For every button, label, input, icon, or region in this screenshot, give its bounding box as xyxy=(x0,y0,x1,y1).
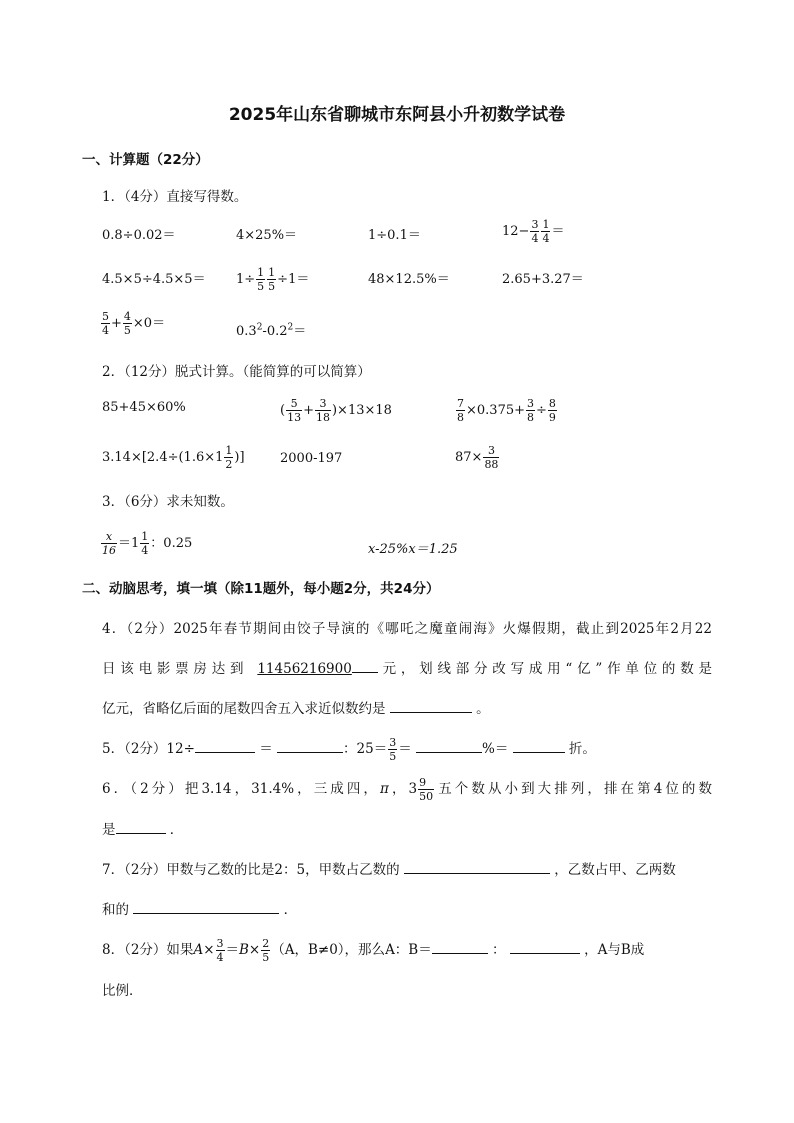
answer-blank[interactable] xyxy=(390,698,472,713)
answer-blank[interactable] xyxy=(195,738,255,753)
q4-line-3: 亿元，省略亿后面的尾数四舍五入求近似数约是 。 xyxy=(102,697,712,717)
q5-line: 5．（2分）12÷ ＝ ：25＝ $\frac{3}{5}$ ＝ %＝ 折。 xyxy=(102,736,596,763)
fraction: $\frac{4}{5}$ xyxy=(123,310,131,337)
fraction: $\frac{9}{50}$ xyxy=(419,776,434,803)
underlined-number: 11456216900 xyxy=(257,661,352,677)
page-title: 2025年山东省聊城市东阿县小升初数学试卷 xyxy=(228,105,566,125)
section-heading-1: 一、计算题（22分） xyxy=(82,152,209,168)
fraction: $\frac{1}{4}$ xyxy=(542,218,550,245)
q6-line-2: 是 ． xyxy=(102,818,712,838)
fraction: $\frac{1}{2}$ xyxy=(225,444,233,471)
q2-expr-3: $\frac{7}{8}$ ×0.375+ $\frac{3}{8}$ ÷ $\frac{8}{9}$ xyxy=(457,397,556,424)
fraction: $\frac{3}{18}$ xyxy=(315,397,330,424)
q3-equation-1: $\frac{x}{16}$ ＝1 $\frac{1}{4}$ ：0.25 xyxy=(102,530,193,557)
fraction: $\frac{8}{9}$ xyxy=(548,397,556,424)
q4-line-2: 日该电影票房达到 11456216900 元，划线部分改写成用“亿”作单位的数是 xyxy=(102,661,712,677)
q1-item-3: 1÷0.1＝ xyxy=(368,228,421,243)
q1-item-9: $\frac{5}{4}$ + $\frac{4}{5}$ ×0＝ xyxy=(102,310,166,337)
q7-line-1: 7．（2分）甲数与乙数的比是2：5，甲数占乙数的 ，乙数占甲、乙两数 xyxy=(102,858,712,878)
q1-item-4-lead: 12− xyxy=(502,224,530,239)
q8-line-2: 比例． xyxy=(102,983,143,999)
q1-item-7: 48×12.5%＝ xyxy=(368,272,450,287)
answer-blank[interactable] xyxy=(513,738,565,753)
q2-expr-5: 2000-197 xyxy=(280,451,343,466)
q4-line-1: 4．（2分）2025年春节期间由饺子导演的《哪吒之魔童闹海》火爆假期，截止到2025年2月22 xyxy=(102,621,712,637)
q1-item-10: $0.3^2-0.2^2=$ xyxy=(236,322,307,339)
q1-item-4: 12− $\frac{3}{4}$ $\frac{1}{4}$ ＝ xyxy=(502,218,565,245)
q1-item-2: 4×25%＝ xyxy=(236,228,298,243)
q3-equation-2: x-25%x＝1.25 xyxy=(368,542,458,557)
q1-item-6: 1÷ $\frac{1}{5}$ $\frac{1}{5}$ ÷1＝ xyxy=(236,266,310,293)
q8-line-1: 8．（2分）如果A× $\frac{3}{4}$ ＝B× $\frac{2}{5}$ （A，B≠0），那么A：B＝ ： ，A与B成 xyxy=(102,937,645,964)
fraction: $\frac{2}{5}$ xyxy=(262,937,270,964)
fraction: $\frac{3}{4}$ xyxy=(216,937,224,964)
q7-line-2: 和的 ． xyxy=(102,898,712,918)
answer-blank[interactable] xyxy=(432,939,488,954)
fraction: $\frac{1}{5}$ xyxy=(268,266,276,293)
fraction: $\frac{3}{4}$ xyxy=(531,218,539,245)
fraction: $\frac{3}{5}$ xyxy=(389,736,397,763)
answer-blank[interactable] xyxy=(133,899,279,914)
question-3-heading: 3．（6分）求未知数。 xyxy=(102,494,234,510)
fraction: $\frac{7}{8}$ xyxy=(457,397,464,424)
fraction: $\frac{3}{88}$ xyxy=(484,444,499,471)
answer-blank[interactable] xyxy=(116,819,166,834)
section-heading-2: 二、动脑思考，填一填（除11题外，每小题2分，共24分） xyxy=(82,581,440,597)
fraction: $\frac{5}{13}$ xyxy=(287,397,302,424)
fraction: $\frac{1}{5}$ xyxy=(257,266,265,293)
q1-item-8: 2.65+3.27＝ xyxy=(502,272,584,287)
answer-blank[interactable] xyxy=(404,859,550,874)
answer-blank[interactable] xyxy=(510,939,580,954)
q2-expr-4: 3.14×[2.4÷(1.6×1 $\frac{1}{2}$ )] xyxy=(102,444,245,471)
q6-line-1: 6．（2分）把3.14，31.4%，三成四，π，3 $\frac{9}{50}$ 五个数从小到大排列，排在第4位的数 xyxy=(102,776,713,803)
fraction: $\frac{5}{4}$ xyxy=(102,310,109,337)
q2-expr-1: 85+45×60% xyxy=(102,400,186,415)
fraction: $\frac{3}{8}$ xyxy=(527,397,535,424)
question-1-heading: 1．（4分）直接写得数。 xyxy=(102,189,248,205)
fraction: $\frac{x}{16}$ xyxy=(102,530,116,557)
underline-gap xyxy=(352,660,378,673)
fraction: $\frac{1}{4}$ xyxy=(141,530,149,557)
q2-expr-6: 87× $\frac{3}{88}$ xyxy=(455,444,499,471)
answer-blank[interactable] xyxy=(277,738,343,753)
q2-expr-2: ( $\frac{5}{13}$ + $\frac{3}{18}$ )×13×18 xyxy=(280,397,392,424)
q1-item-1: 0.8÷0.02＝ xyxy=(102,228,176,243)
q1-item-5: 4.5×5÷4.5×5＝ xyxy=(102,272,206,287)
question-2-heading: 2．（12分）脱式计算。（能简算的可以简算） xyxy=(102,364,371,380)
answer-blank[interactable] xyxy=(416,738,482,753)
